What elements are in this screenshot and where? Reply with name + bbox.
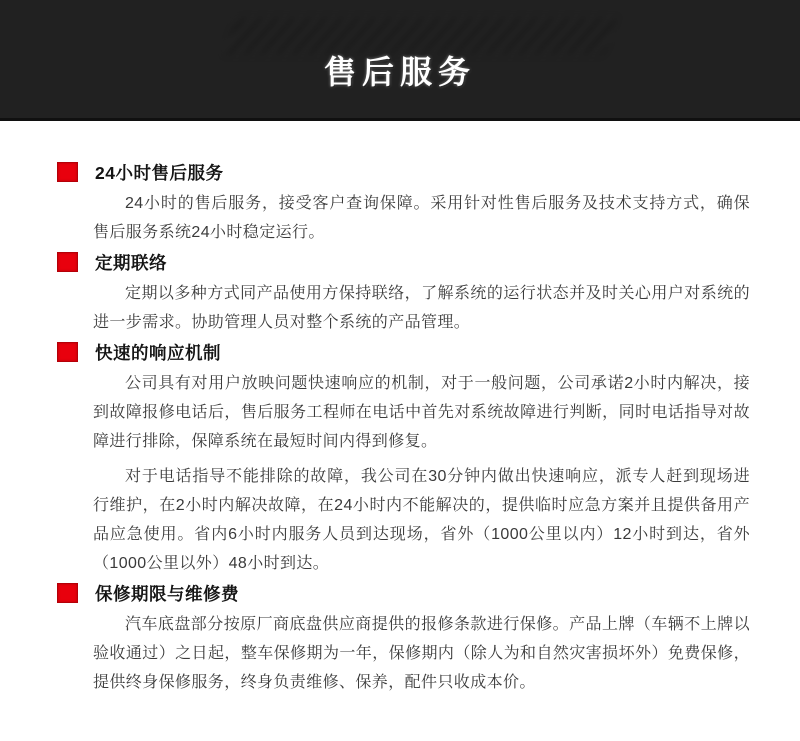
red-square-bullet-icon xyxy=(57,252,78,272)
section-paragraph: 24小时的售后服务，接受客户查询保障。采用针对性售后服务及技术支持方式，确保售后服务系统24小时稳定运行。 xyxy=(93,195,750,241)
section-heading: 保修期限与维修费 xyxy=(95,583,239,604)
section-regular-contact xyxy=(57,251,750,337)
section-24h-service xyxy=(57,161,750,247)
section-heading: 定期联络 xyxy=(95,252,167,273)
red-square-bullet-icon xyxy=(57,342,78,362)
section-paragraph: 公司具有对用户放映问题快速响应的机制，对于一般问题，公司承诺2小时内解决，接到故障报修电话后，售后服务工程师在电话中首先对系统故障进行判断，同时电话指导对故障进行排除，保障系统在最短时间内得到修复。 xyxy=(93,375,750,450)
section-heading-row xyxy=(57,161,750,183)
section-heading: 24小时售后服务 xyxy=(95,162,224,183)
section-paragraph: 汽车底盘部分按原厂商底盘供应商提供的报修条款进行保修。产品上牌（车辆不上牌以验收通过）之日起，整车保修期为一年，保修期内（除人为和自然灾害损坏外）免费保修，提供终身保修服务，终身负责维修、保养，配件只收成本价。 xyxy=(93,616,750,691)
section-heading-row xyxy=(57,341,750,363)
section-heading-row xyxy=(57,251,750,273)
red-square-bullet-icon xyxy=(57,583,78,603)
section-paragraph: 对于电话指导不能排除的故障，我公司在30分钟内做出快速响应，派专人赶到现场进行维护，在2小时内解决故障，在24小时内不能解决的，提供临时应急方案并且提供备用产品应急使用。省内6小时内服务人员到达现场，省外（1000公里以内）12小时到达，省外（1000公里以外）48小时到达。 xyxy=(93,468,750,572)
red-square-bullet-icon xyxy=(57,162,78,182)
page-header xyxy=(0,0,800,121)
section-warranty xyxy=(57,582,750,697)
section-heading-row xyxy=(57,582,750,604)
section-rapid-response xyxy=(57,341,750,578)
page-title: 售后服务 xyxy=(323,54,476,90)
section-heading: 快速的响应机制 xyxy=(95,342,221,363)
after-sales-content xyxy=(0,121,800,731)
section-paragraph: 定期以多种方式同产品使用方保持联络，了解系统的运行状态并及时关心用户对系统的进一步需求。协助管理人员对整个系统的产品管理。 xyxy=(93,285,750,331)
